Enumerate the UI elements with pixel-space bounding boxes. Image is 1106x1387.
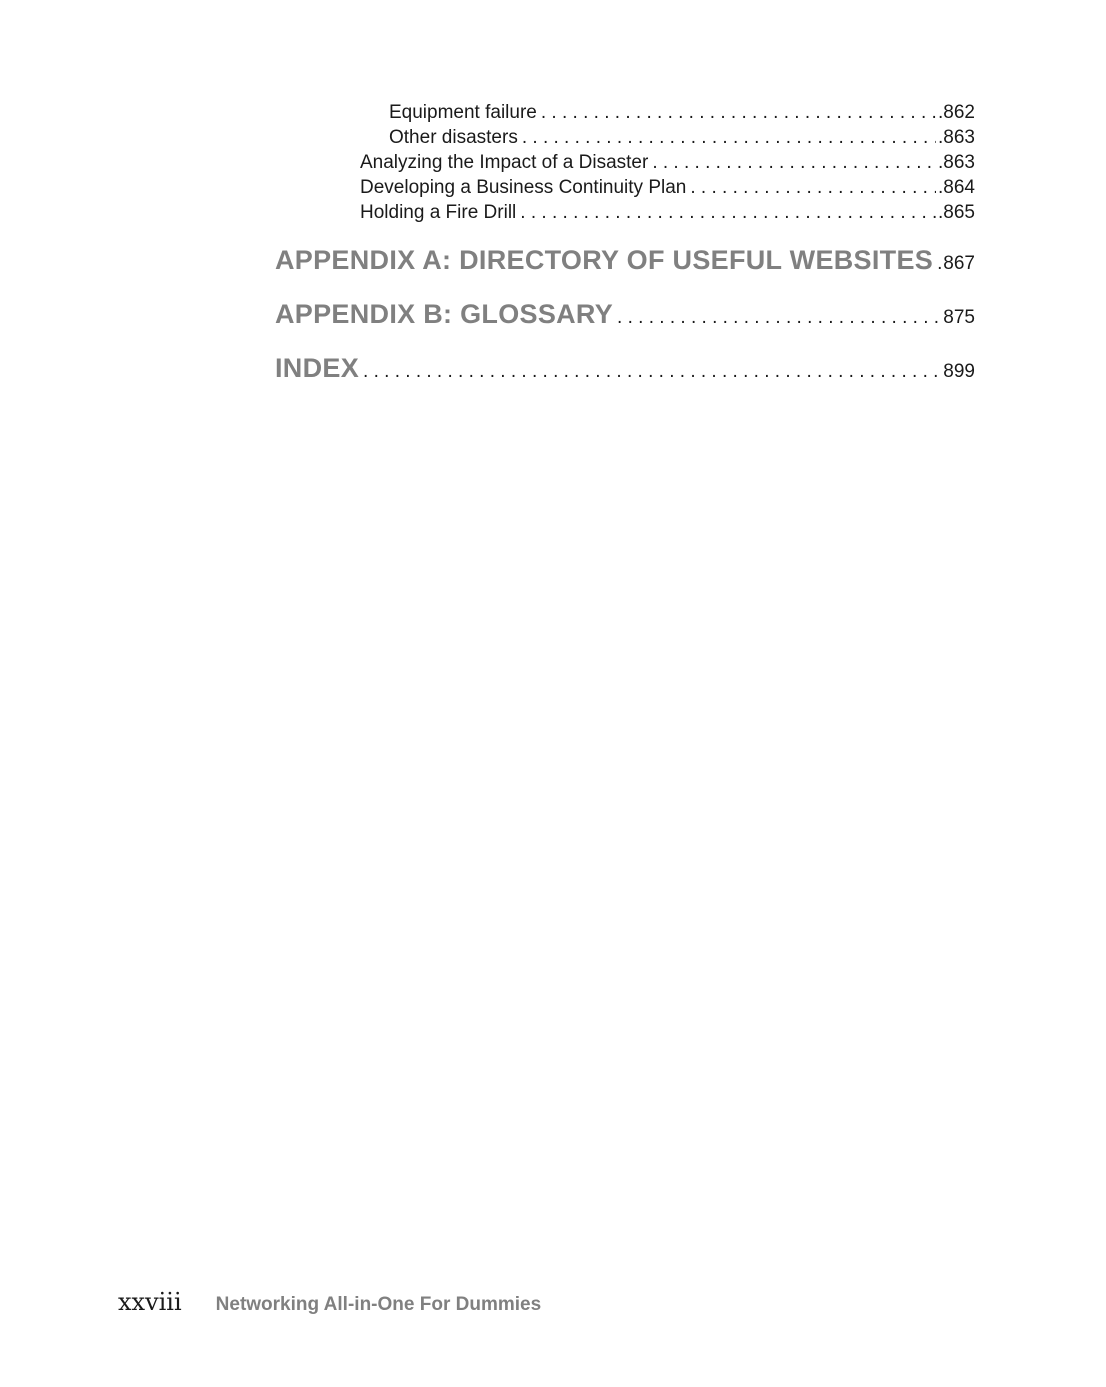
toc-entry-title: Holding a Fire Drill <box>360 202 517 223</box>
toc-entry-index[interactable] <box>275 341 975 395</box>
toc-entry-equipment-failure[interactable] <box>275 100 975 125</box>
toc-entry-title: Analyzing the Impact of a Disaster <box>360 152 649 173</box>
toc-entry-title: Developing a Business Continuity Plan <box>360 177 687 198</box>
toc-entry-title: APPENDIX A: DIRECTORY OF USEFUL WEBSITES <box>275 245 934 275</box>
toc-entry-title: Other disasters <box>389 127 518 148</box>
toc-entry-analyzing-impact[interactable] <box>275 150 975 175</box>
dot-leader <box>937 237 941 287</box>
toc-entry-page: .865 <box>938 202 975 223</box>
toc-entry-title: INDEX <box>275 353 360 383</box>
dot-leader <box>617 291 941 341</box>
book-title: Networking All-in-One For Dummies <box>215 1294 542 1315</box>
toc-entry-page: .862 <box>938 102 975 123</box>
dot-leader <box>541 100 936 125</box>
toc-entry-page: 867 <box>943 253 975 274</box>
dot-leader <box>652 150 936 175</box>
toc-entry-appendix-b[interactable] <box>275 287 975 341</box>
toc-entry-other-disasters[interactable] <box>275 125 975 150</box>
toc-entry-page: .864 <box>938 177 975 198</box>
toc-entry-appendix-a[interactable] <box>275 233 975 287</box>
toc-entry-page: .863 <box>938 152 975 173</box>
spacer <box>275 225 975 233</box>
toc-entry-fire-drill[interactable] <box>275 200 975 225</box>
dot-leader <box>363 345 941 395</box>
toc-entry-title: APPENDIX B: GLOSSARY <box>275 299 614 329</box>
toc-entry-page: 875 <box>943 307 975 328</box>
toc-entry-business-continuity-plan[interactable] <box>275 175 975 200</box>
toc-entry-page: .863 <box>938 127 975 148</box>
page-footer <box>118 1288 541 1316</box>
table-of-contents <box>275 100 975 395</box>
page-number: xxviii <box>118 1288 182 1316</box>
toc-entry-page: 899 <box>943 361 975 382</box>
dot-leader <box>520 200 936 225</box>
toc-entry-title: Equipment failure <box>389 102 537 123</box>
dot-leader <box>522 125 936 150</box>
dot-leader <box>690 175 936 200</box>
